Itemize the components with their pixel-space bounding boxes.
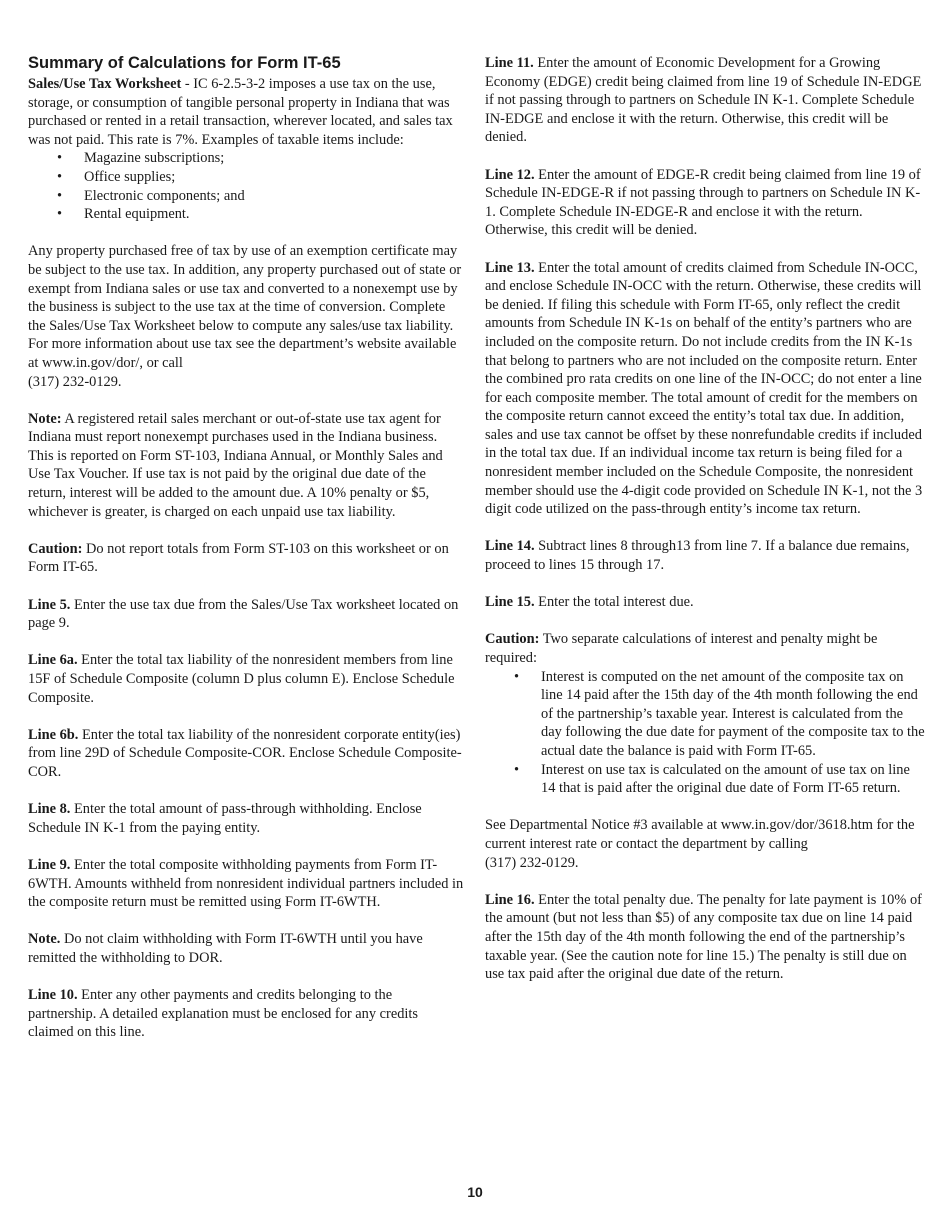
exemption-paragraph: Any property purchased free of tax by use of an exemption certificate may be subject to the use tax. In addition, any property purchased out of state or exempt from Indiana sales or use tax and converted to a nonexempt use by the business is subject to the use tax at the time of conversion. Complete the Sales/Use Tax Worksheet below to compute any sales/use tax liability. For more information about use tax see the department’s website available at www.in.gov/dor/, or call (317) 232-0129.	[28, 243, 462, 390]
line-6a-paragraph: Line 6a. Enter the total tax liability of the nonresident members from line 15F of Schedule Composite (column D plus column E). Enclose Schedule Composite.	[28, 652, 455, 706]
list-item: • Electronic components; and	[84, 187, 464, 206]
departmental-notice-paragraph: See Departmental Notice #3 available at www.in.gov/dor/3618.htm for the current interest rate or contact the department by calling (317) 232-0129.	[485, 817, 915, 871]
phone-number: (317) 232-0129.	[28, 373, 122, 390]
right-column	[485, 54, 925, 1002]
interest-calculation-list	[485, 668, 925, 798]
list-item: • Interest on use tax is calculated on the amount of use tax on line 14 that is paid after the original due date of Form IT-65 return.	[541, 761, 925, 798]
left-column	[28, 54, 464, 1060]
list-item: • Office supplies;	[84, 168, 464, 187]
page-number: 10	[467, 1184, 483, 1200]
list-item: • Interest is computed on the net amount of the composite tax on line 14 paid after the 15th day of the 4th month following the end of the partnership’s taxable year. Interest is calculated from the day following the due date for payment of the composite tax to the actual date the balance is paid with Form IT-65.	[541, 668, 925, 761]
caution-interest-paragraph: Caution: Two separate calculations of interest and penalty might be required:	[485, 631, 878, 666]
list-item: • Magazine subscriptions;	[84, 149, 464, 168]
page-title: Summary of Calculations for Form IT-65	[28, 54, 341, 72]
line-10-paragraph: Line 10. Enter any other payments and credits belonging to the partnership. A detailed explanation must be enclosed for any credits claimed on this line.	[28, 987, 419, 1041]
line-14-paragraph: Line 14. Subtract lines 8 through13 from line 7. If a balance due remains, proceed to lines 15 through 17.	[485, 538, 910, 574]
line-11-paragraph: Line 11. Enter the amount of Economic Development for a Growing Economy (EDGE) credit being claimed from line 19 of Schedule IN-EDGE if not passing through to partners on Schedule IN K-1. Complete Schedule IN-EDGE and enclose it with the return. Otherwise, this credit will be denied.	[485, 55, 922, 146]
note-paragraph: Note: A registered retail sales merchant or out-of-state use tax agent for Indiana must report nonexempt purchases used in the Indiana business. This is reported on Form ST-103, Indiana Annual, or Monthly Sales and Use Tax Voucher. If use tax is not paid by the original due date of the return, interest will be added to the amount due. A 10% penalty or $5, whichever is greater, is charged on each unpaid use tax liability.	[28, 410, 443, 520]
withholding-note-paragraph: Note. Do not claim withholding with Form IT-6WTH until you have remitted the withholding to DOR.	[28, 931, 423, 966]
line-6b-paragraph: Line 6b. Enter the total tax liability of the nonresident corporate entity(ies) from line 29D of Schedule Composite-COR. Enclose Schedule Composite-COR.	[28, 726, 462, 780]
line-12-paragraph: Line 12. Enter the amount of EDGE-R credit being claimed from line 19 of Schedule IN-EDGE-R if not passing through to partners on Schedule IN K-1. Complete Schedule IN-EDGE-R and enclose it with the return. Otherwise, this credit will be denied.	[485, 166, 921, 239]
line-13-paragraph: Line 13. Enter the total amount of credits claimed from Schedule IN-OCC, and enclose Schedule IN-OCC with the return. Otherwise, these credits will be denied. If filing this schedule with Form IT-65, only reflect the credit amounts from Schedule IN K-1s on behalf of the entity’s partners who are included on the composite return. Do not include credits from the IN K-1s that belong to partners who are not included on the composite return. Enter the combined pro rata credits on one line of the IN-OCC; do not enter a line for each composite member. The total amount of credit for the members on the composite return cannot exceed the entity’s total tax due. In addition, sales and use tax cannot be offset by these nonrefundable credits if included in the total tax due. If an individual income tax return is being filed for a nonresident member included on the Schedule Composite, the nonresident member should use the 4-digit code provided on Schedule IN K-1, not the 3 digit code utilized on the pass-through entity’s income tax return.	[485, 259, 923, 518]
line-9-paragraph: Line 9. Enter the total composite withholding payments from Form IT-6WTH. Amounts withheld from nonresident individual partners included in the composite return must be remitted using Form IT-6WTH.	[28, 856, 464, 911]
taxable-items-list	[28, 149, 464, 223]
list-item: • Rental equipment.	[84, 205, 464, 224]
caution-paragraph: Caution: Do not report totals from Form ST-103 on this worksheet or on Form IT-65.	[28, 540, 449, 576]
sales-use-tax-intro: Sales/Use Tax Worksheet - IC 6-2.5-3-2 imposes a use tax on the use, storage, or consumption of tangible personal property in Indiana that was purchased or rented in a retail transaction, wherever located, and sales tax was not paid. This rate is 7%. Examples of taxable items include:	[28, 76, 453, 148]
phone-number: (317) 232-0129.	[485, 854, 579, 871]
line-15-paragraph: Line 15. Enter the total interest due.	[485, 594, 694, 611]
line-16-paragraph: Line 16. Enter the total penalty due. The penalty for late payment is 10% of the amount (but not less than $5) of any composite tax due on line 14 paid after the 15th day of the 4th month following the end of the partnership’s taxable year. (See the caution note for line 15.) The penalty is still due on use tax paid after the original due date of the return.	[485, 891, 922, 983]
line-8-paragraph: Line 8. Enter the total amount of pass-through withholding. Enclose Schedule IN K-1 from the paying entity.	[28, 801, 422, 836]
line-5-paragraph: Line 5. Enter the use tax due from the Sales/Use Tax worksheet located on page 9.	[28, 596, 459, 632]
